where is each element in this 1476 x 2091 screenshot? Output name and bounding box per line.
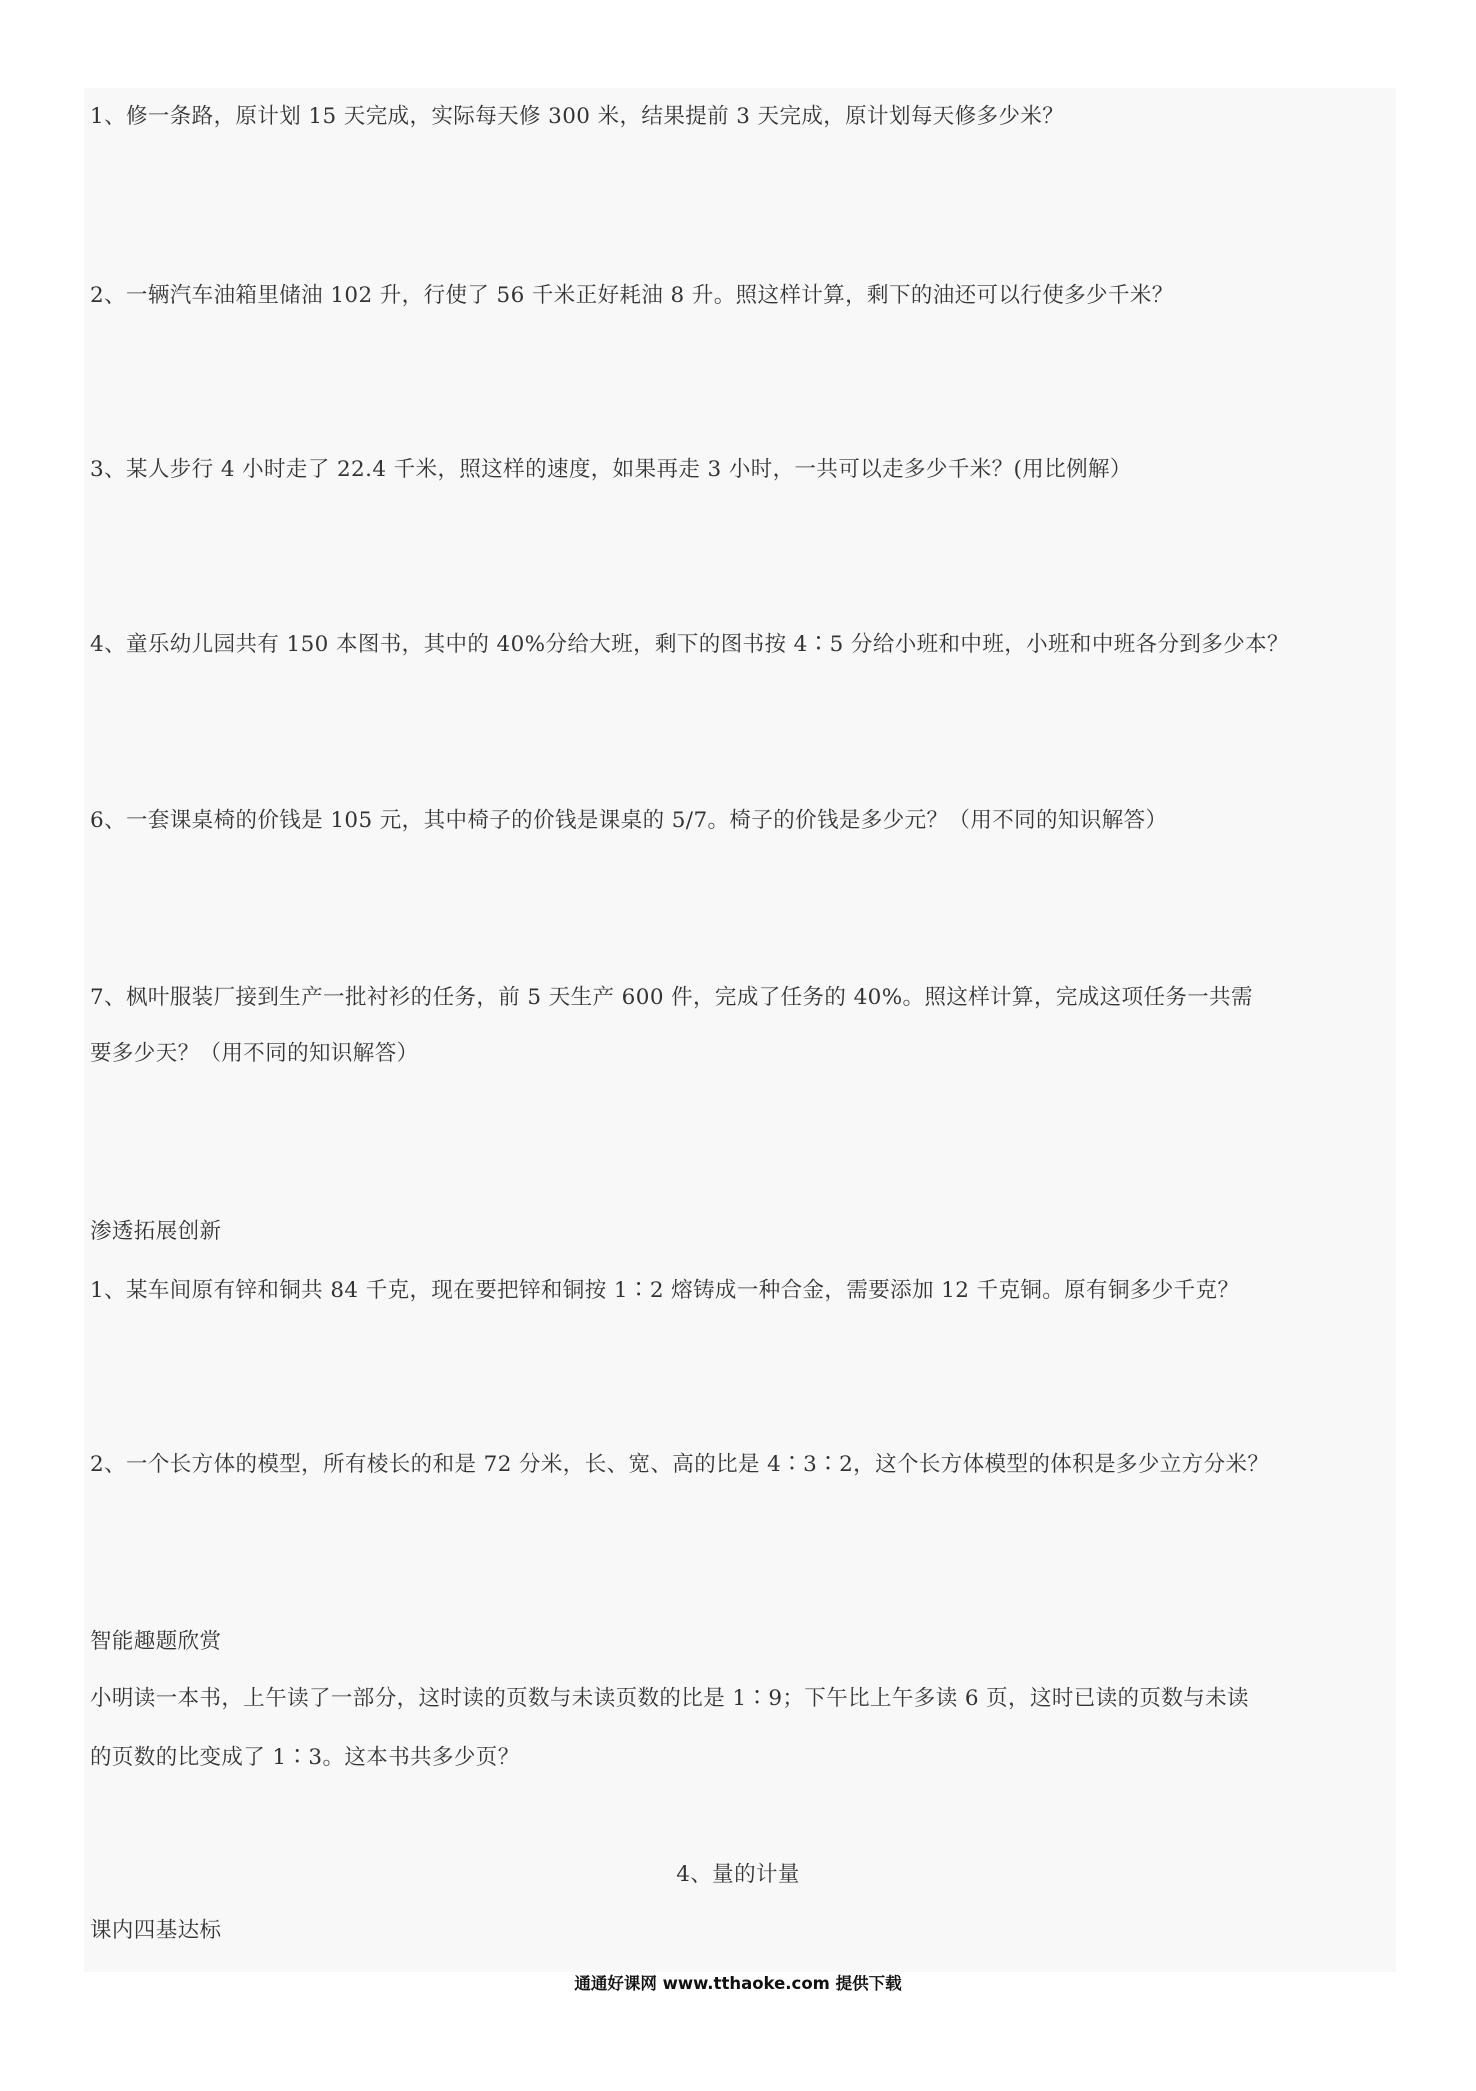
fun-heading: 智能趣题欣赏 (90, 1629, 222, 1654)
section-title: 4、量的计量 (676, 1862, 800, 1887)
problem-6: 6、一套课桌椅的价钱是 105 元，其中椅子的价钱是课桌的 5/7。椅子的价钱是多少元？（用不同的知识解答） (90, 808, 1168, 833)
footer-credit: 通通好课网 www.tthaoke.com 提供下载 (574, 1974, 902, 1993)
extension-heading: 渗透拓展创新 (90, 1219, 222, 1244)
problem-2: 2、一辆汽车油箱里储油 102 升，行使了 56 千米正好耗油 8 升。照这样计算，剩下的油还可以行使多少千米？ (90, 283, 1174, 308)
fun-line-1: 小明读一本书，上午读了一部分，这时读的页数与未读页数的比是 1∶9；下午比上午多读 6 页，这时已读的页数与未读 (90, 1686, 1249, 1711)
extension-item-1: 1、某车间原有锌和铜共 84 千克，现在要把锌和铜按 1∶2 熔铸成一种合金，需要添加 12 千克铜。原有铜多少千克？ (90, 1278, 1240, 1303)
problem-4: 4、童乐幼儿园共有 150 本图书，其中的 40%分给大班，剩下的图书按 4∶5 分给小班和中班，小班和中班各分到多少本？ (90, 632, 1289, 657)
problem-1: 1、修一条路，原计划 15 天完成，实际每天修 300 米，结果提前 3 天完成，原计划每天修多少米？ (90, 104, 1065, 129)
fun-line-2: 的页数的比变成了 1∶3。这本书共多少页？ (90, 1745, 520, 1770)
problem-7-line-1: 7、枫叶服装厂接到生产一批衬衫的任务，前 5 天生产 600 件，完成了任务的 40%。照这样计算，完成这项任务一共需 (90, 985, 1253, 1010)
problem-3: 3、某人步行 4 小时走了 22.4 千米，照这样的速度，如果再走 3 小时，一共可以走多少千米？(用比例解） (90, 457, 1132, 482)
section-subheading: 课内四基达标 (90, 1918, 222, 1943)
problem-7-line-2: 要多少天？（用不同的知识解答） (90, 1041, 419, 1066)
extension-item-2: 2、一个长方体的模型，所有棱长的和是 72 分米，长、宽、高的比是 4∶3∶2，这个长方体模型的体积是多少立方分米？ (90, 1452, 1270, 1477)
